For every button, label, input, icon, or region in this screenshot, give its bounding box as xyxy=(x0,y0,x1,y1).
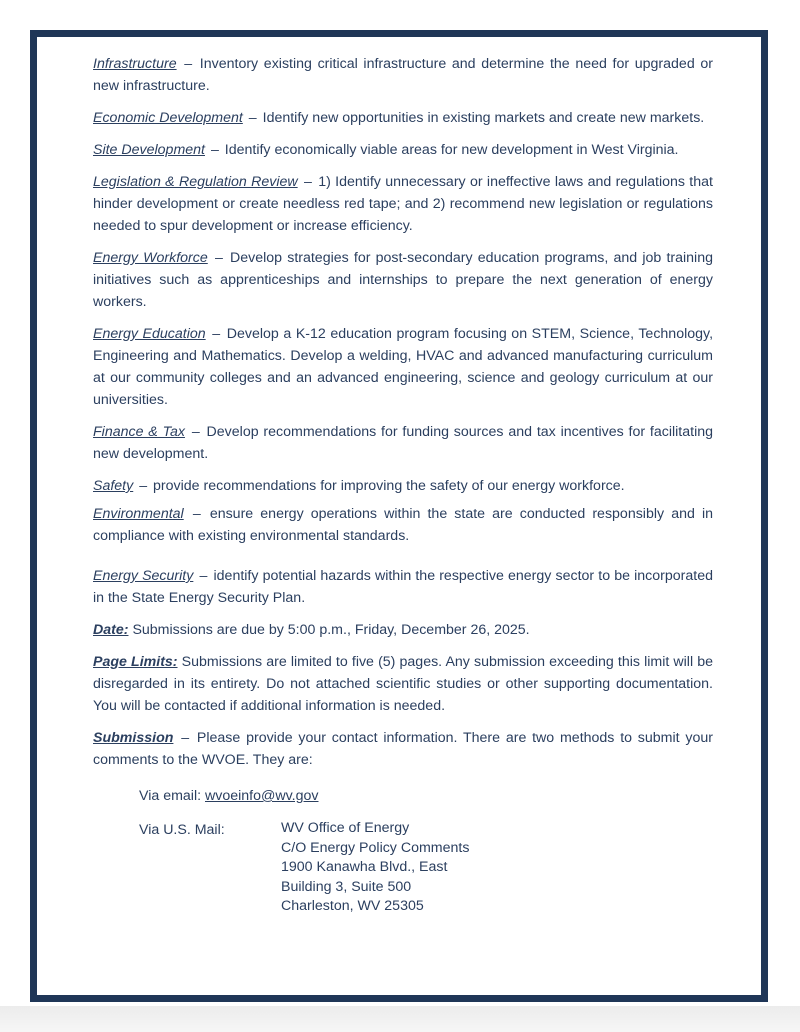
section-term: Energy Education xyxy=(93,326,206,342)
section-finance-tax xyxy=(93,421,713,465)
section-text: ensure energy operations within the state are conducted responsibly and in compliance with existing environmental standards. xyxy=(93,506,713,544)
section-term: Energy Security xyxy=(93,568,194,584)
document-page xyxy=(30,30,768,1002)
date-text: Submissions are due by 5:00 p.m., Friday, December 26, 2025. xyxy=(132,622,530,638)
section-separator: – xyxy=(248,110,257,126)
address-line: Charleston, WV 25305 xyxy=(281,898,424,915)
section-safety xyxy=(93,475,713,497)
section-text: Identify new opportunities in existing markets and create new markets. xyxy=(262,110,705,126)
section-text: Develop recommendations for funding sources and tax incentives for facilitating new development. xyxy=(93,424,714,462)
section-separator: – xyxy=(184,56,193,72)
section-energy-education xyxy=(93,323,713,411)
section-text: Inventory existing critical infrastructure and determine the need for upgraded or new infrastructure. xyxy=(93,56,713,94)
section-separator: – xyxy=(303,174,312,190)
page-limits-paragraph xyxy=(93,651,713,717)
submission-separator: – xyxy=(181,730,190,746)
section-text: 1) Identify unnecessary or ineffective laws and regulations that hinder development or create needless red tape; and 2) recommend new legislation or regulations needed to spur development or increase efficiency. xyxy=(93,174,713,234)
section-environmental xyxy=(93,503,713,547)
email-link[interactable]: wvoeinfo@wv.gov xyxy=(205,788,319,804)
address-line: WV Office of Energy xyxy=(281,820,410,836)
section-text: identify potential hazards within the respective energy sector to be incorporated in the State Energy Security Plan. xyxy=(93,568,714,606)
section-term: Legislation & Regulation Review xyxy=(93,174,298,190)
submission-label: Submission xyxy=(93,730,174,746)
section-economic-development xyxy=(93,107,713,129)
section-energy-security xyxy=(93,565,713,609)
section-term: Finance & Tax xyxy=(93,424,185,440)
submission-text: Please provide your contact information. There are two methods to submit your comments to the WVOE. They are: xyxy=(93,730,713,768)
email-method xyxy=(139,785,713,807)
section-legislation-regulation-review xyxy=(93,171,713,237)
mail-label: Via U.S. Mail: xyxy=(139,822,225,838)
section-separator: – xyxy=(214,250,223,266)
section-site-development xyxy=(93,139,713,161)
page-bottom-shadow xyxy=(0,1006,800,1032)
mailing-address xyxy=(281,819,469,917)
document-content xyxy=(93,53,713,917)
section-text: provide recommendations for improving the safety of our energy workforce. xyxy=(153,478,625,494)
section-separator: – xyxy=(191,424,200,440)
email-label: Via email: xyxy=(139,788,202,804)
section-text: Develop strategies for post-secondary education programs, and job training initiatives such as apprenticeships and internships to prepare the next generation of energy workers. xyxy=(93,250,713,310)
section-infrastructure xyxy=(93,53,713,97)
section-separator: – xyxy=(192,506,201,522)
section-term: Infrastructure xyxy=(93,56,177,72)
section-separator: – xyxy=(212,326,221,342)
section-text: Develop a K-12 education program focusing on STEM, Science, Technology, Engineering and Mathematics. Develop a welding, HVAC and advanced manufacturing curriculum at our community colleges and an advanced engineering, science and geology curriculum at our universities. xyxy=(93,326,714,408)
section-term: Site Development xyxy=(93,142,205,158)
section-separator: – xyxy=(210,142,219,158)
section-term: Economic Development xyxy=(93,110,243,126)
page-limits-text: Submissions are limited to five (5) pages. Any submission exceeding this limit will be disregarded in its entirety. Do not attached scientific studies or other supporting documentation. You will be contacted if additional information is needed. xyxy=(93,654,713,714)
date-paragraph xyxy=(93,619,713,641)
section-text: Identify economically viable areas for new development in West Virginia. xyxy=(224,142,679,158)
mail-method xyxy=(139,819,713,917)
submission-paragraph xyxy=(93,727,713,771)
section-energy-workforce xyxy=(93,247,713,313)
address-line: 1900 Kanawha Blvd., East xyxy=(281,859,448,876)
section-term: Energy Workforce xyxy=(93,250,208,266)
section-separator: – xyxy=(139,478,148,494)
address-line: C/O Energy Policy Comments xyxy=(281,839,470,856)
date-label: Date: xyxy=(93,622,129,638)
section-term: Safety xyxy=(93,478,134,494)
address-line: Building 3, Suite 500 xyxy=(281,878,412,895)
section-separator: – xyxy=(199,568,208,584)
section-term: Environmental xyxy=(93,506,184,522)
submission-methods xyxy=(93,785,713,917)
page-limits-label: Page Limits: xyxy=(93,654,178,670)
